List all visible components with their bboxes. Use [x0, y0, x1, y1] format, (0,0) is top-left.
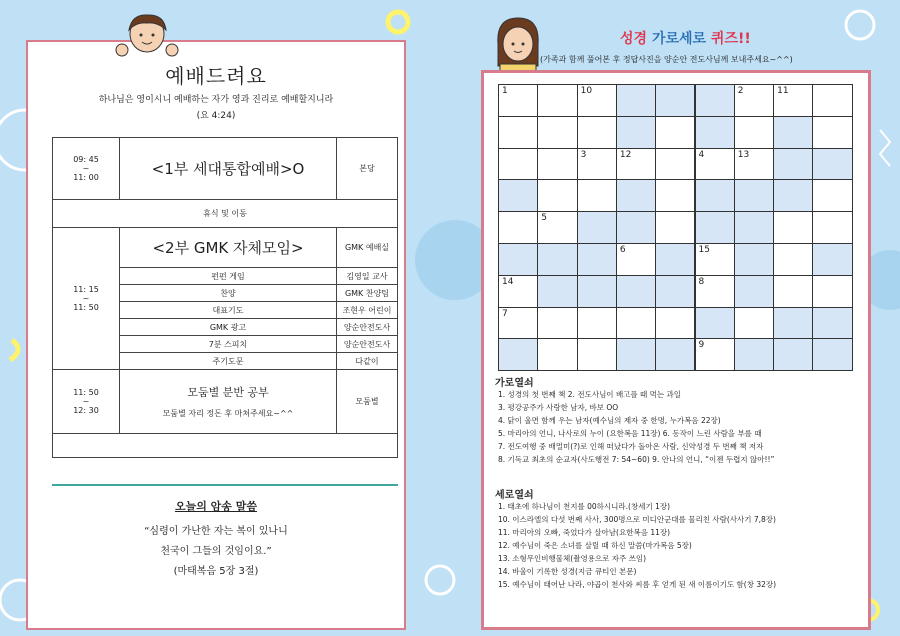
- part2-place: GMK 예배실: [337, 228, 398, 268]
- clue: 5. 마리아의 언니, 나사로의 누이 (요한복음 11장) 6. 동작이 느린 사람을 부를 때: [498, 429, 762, 438]
- grid-cell: [812, 179, 852, 212]
- grid-cell: [537, 116, 577, 149]
- grid-cell: [773, 84, 813, 117]
- grid-cell: [812, 116, 852, 149]
- grid-cell: [734, 338, 774, 371]
- grid-cell: [734, 148, 774, 181]
- girl-illustration: [488, 14, 548, 78]
- grid-number: 3: [580, 149, 587, 160]
- clue: 1. 성경의 첫 번째 책 2. 전도사님이 배고플 때 먹는 과일: [498, 390, 682, 399]
- grid-cell: [577, 243, 617, 276]
- grid-number: 7: [502, 308, 508, 319]
- grid-cell: [695, 275, 735, 308]
- verse-text: 하나님은 영이시니 예배하는 자가 영과 진리로 예배할지니라: [98, 95, 334, 105]
- grid-cell: [577, 307, 617, 340]
- grid-cell: [812, 84, 852, 117]
- clue: 4. 닭이 울면 함께 우는 남자(예수님의 제자 중 한명, 누가복음 22장): [498, 416, 721, 425]
- part3-label: 모둠별 분반 공부 모둠별 자리 정돈 후 마쳐주세요~^^: [120, 370, 337, 434]
- program-leader: 다같이: [337, 353, 398, 370]
- break-row: 휴식 및 이동: [53, 200, 398, 228]
- quiz-subtitle: (가족과 함께 풀어본 후 정답사진을 양순안 전도사님께 보내주세요~^^): [540, 55, 793, 64]
- grid-cell: [616, 179, 656, 212]
- grid-cell: [773, 116, 813, 149]
- program-leader: 양순안전도사: [337, 336, 398, 353]
- memory-verse: “심령이 가난한 자는 복이 있나니 천국이 그들의 것임이요.” (마태복음 5장 3절): [144, 526, 288, 577]
- grid-cell: [695, 243, 735, 276]
- grid-cell: [773, 148, 813, 181]
- grid-cell: [577, 275, 617, 308]
- worship-schedule: [52, 137, 398, 458]
- clue: 12. 예수님이 죽은 소녀를 살릴 때 하신 말씀(마가복음 5장): [498, 541, 692, 550]
- program-item: 대표기도: [120, 302, 337, 319]
- grid-cell: [577, 84, 617, 117]
- quiz-title: 성경 가로세로 퀴즈!!: [620, 31, 751, 47]
- program-item: 펀펀 게임: [120, 268, 337, 285]
- divider: [52, 484, 398, 486]
- grid-cell: [734, 307, 774, 340]
- grid-cell: [498, 84, 538, 117]
- grid-number: 1: [502, 86, 508, 96]
- grid-cell: [734, 243, 774, 276]
- program-leader: 김영일 교사: [337, 268, 398, 285]
- grid-cell: [812, 338, 852, 371]
- grid-cell: [695, 179, 735, 212]
- grid-cell: [577, 338, 617, 371]
- down-title: 세로열쇠: [495, 490, 534, 501]
- part2-time: 11: 15 ~ 11: 50: [53, 228, 120, 370]
- part1-time: 09: 45 ~ 11: 00: [53, 138, 120, 200]
- grid-cell: [537, 211, 577, 244]
- grid-cell: [577, 116, 617, 149]
- clue: 3. 평강공주가 사랑한 남자, 바보 OO: [498, 403, 619, 412]
- grid-cell: [655, 338, 695, 371]
- grid-cell: [734, 116, 774, 149]
- grid-number: 9: [698, 340, 705, 351]
- program-leader: GMK 찬양팀: [337, 285, 398, 302]
- grid-cell: [773, 338, 813, 371]
- part3-time: 11: 50 ~ 12: 30: [53, 370, 120, 434]
- grid-cell: [616, 84, 656, 117]
- grid-cell: [577, 179, 617, 212]
- program-leader: 양순안전도사: [337, 319, 398, 336]
- grid-cell: [655, 148, 695, 181]
- grid-cell: [695, 338, 735, 371]
- grid-cell: [498, 148, 538, 181]
- grid-cell: [498, 179, 538, 212]
- grid-cell: [812, 211, 852, 244]
- grid-cell: [812, 307, 852, 340]
- program-item: 주기도문: [120, 353, 337, 370]
- grid-cell: [498, 243, 538, 276]
- grid-cell: [655, 179, 695, 212]
- grid-cell: [695, 84, 735, 117]
- grid-cell: [655, 84, 695, 117]
- grid-cell: [616, 148, 656, 181]
- grid-cell: [773, 275, 813, 308]
- grid-number: 6: [619, 245, 626, 255]
- grid-cell: [616, 116, 656, 149]
- grid-number: 15: [698, 245, 710, 255]
- part1-place: 본당: [337, 138, 398, 200]
- crossword-grid: [498, 84, 852, 370]
- grid-cell: [498, 211, 538, 244]
- worship-panel: [26, 40, 406, 630]
- grid-number: 5: [541, 213, 548, 224]
- grid-cell: [537, 338, 577, 371]
- page-title: 예배드려요: [165, 64, 267, 88]
- grid-number: 8: [698, 276, 705, 287]
- grid-number: 13: [737, 149, 750, 160]
- clue: 7. 전도여행 중 배멀미(?)로 인해 떠났다가 돌아온 사람, 신약성경 두 번째 책 저자: [498, 442, 764, 451]
- clue: 1. 태초에 하나님이 천지를 00하시니라.(창세기 1장): [498, 502, 671, 511]
- program-item: 7분 스피치: [120, 336, 337, 353]
- clue: 8. 기독교 최초의 순교자(사도행전 7: 54~60) 9. 안나의 언니, “이젠 두렵지 않아!!”: [498, 455, 775, 464]
- down-clues: [498, 500, 868, 591]
- grid-cell: [773, 307, 813, 340]
- grid-cell: [773, 211, 813, 244]
- empty-row: [53, 434, 398, 458]
- memory-title: 오늘의 암송 말씀: [174, 500, 258, 513]
- clue: 15. 예수님이 태어난 나라, 야곱이 천사와 씨름 후 얻게 된 새 이름이기도 함(창 32장): [498, 580, 777, 589]
- grid-cell: [734, 211, 774, 244]
- grid-cell: [616, 307, 656, 340]
- grid-cell: [498, 116, 538, 149]
- grid-cell: [537, 148, 577, 181]
- part1-label: <1부 세대통합예배>O: [120, 138, 337, 200]
- grid-cell: [655, 243, 695, 276]
- grid-cell: [655, 275, 695, 308]
- clue: 14. 바울이 기록한 성경(지금 큐티인 본문): [498, 567, 637, 576]
- grid-cell: [537, 84, 577, 117]
- grid-number: 10: [580, 86, 593, 96]
- grid-cell: [616, 275, 656, 308]
- program-leader: 조현우 어린이: [337, 302, 398, 319]
- grid-number: 2: [737, 86, 744, 96]
- grid-cell: [773, 243, 813, 276]
- grid-number: 14: [502, 276, 514, 287]
- grid-number: 12: [619, 149, 632, 160]
- grid-cell: [734, 275, 774, 308]
- grid-cell: [734, 84, 774, 117]
- grid-cell: [655, 116, 695, 149]
- grid-cell: [812, 243, 852, 276]
- grid-cell: [734, 179, 774, 212]
- grid-cell: [655, 307, 695, 340]
- grid-cell: [695, 307, 735, 340]
- grid-cell: [577, 211, 617, 244]
- part2-label: <2부 GMK 자체모임>: [120, 228, 337, 268]
- grid-cell: [812, 148, 852, 181]
- grid-cell: [537, 243, 577, 276]
- grid-cell: [498, 338, 538, 371]
- grid-cell: [655, 211, 695, 244]
- grid-cell: [812, 275, 852, 308]
- verse-ref: (요 4:24): [196, 111, 236, 121]
- grid-cell: [498, 307, 538, 340]
- grid-cell: [577, 148, 617, 181]
- boy-illustration: [112, 8, 182, 58]
- grid-cell: [695, 211, 735, 244]
- clue: 10. 이스라엘의 다섯 번째 사사, 300명으로 미디안군대를 물리친 사람(사사기 7,8장): [498, 515, 776, 524]
- grid-cell: [537, 275, 577, 308]
- across-title: 가로열쇠: [495, 378, 534, 389]
- grid-cell: [616, 211, 656, 244]
- grid-cell: [616, 243, 656, 276]
- grid-cell: [537, 307, 577, 340]
- clue: 11. 마리아의 오빠, 죽었다가 살아남(요한복음 11장): [498, 528, 671, 537]
- grid-cell: [695, 148, 735, 181]
- across-clues: [498, 388, 868, 466]
- grid-number: 11: [777, 86, 789, 96]
- grid-cell: [498, 275, 538, 308]
- program-item: 찬양: [120, 285, 337, 302]
- part3-place: 모둠별: [337, 370, 398, 434]
- grid-cell: [537, 179, 577, 212]
- grid-cell: [773, 179, 813, 212]
- grid-cell: [616, 338, 656, 371]
- clue: 13. 소형무인비행물체(촬영용으로 자주 쓰임): [498, 554, 647, 563]
- grid-cell: [695, 116, 735, 149]
- program-item: GMK 광고: [120, 319, 337, 336]
- grid-number: 4: [698, 149, 705, 160]
